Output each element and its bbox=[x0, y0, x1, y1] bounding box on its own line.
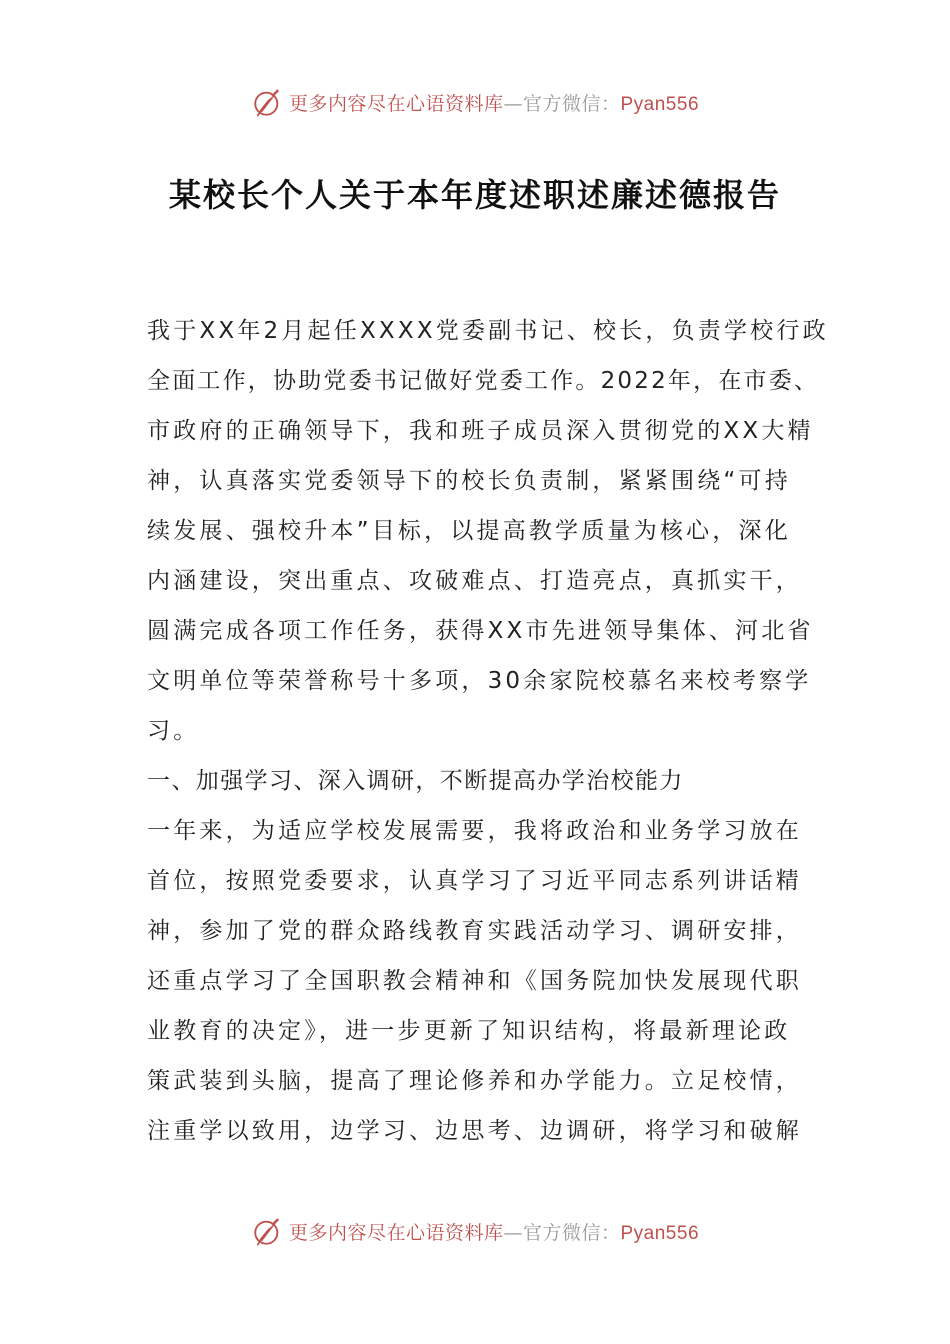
watermark-wechat-id: Pyan556 bbox=[620, 93, 700, 115]
watermark-brand: 更多内容尽在心语资料库 bbox=[288, 1221, 504, 1244]
quill-pen-circle-icon bbox=[251, 1214, 285, 1248]
document-title: 某校长个人关于本年度述职述廉述德报告 bbox=[168, 176, 781, 214]
watermark-brand: 更多内容尽在心语资料库 bbox=[288, 92, 504, 115]
watermark-label: 官方微信： bbox=[522, 92, 621, 115]
document-body bbox=[147, 306, 827, 1156]
body-line: 注重学以致用，边学习、边思考、边调研，将学习和破解 bbox=[147, 1118, 802, 1144]
watermark-text bbox=[289, 1218, 699, 1245]
body-line: 业教育的决定》，进一步更新了知识结构，将最新理论政 bbox=[147, 1018, 791, 1044]
body-line: 圆满完成各项工作任务，获得XX市先进领导集体、河北省 bbox=[147, 618, 814, 644]
body-line: 续发展、强校升本”目标，以提高教学质量为核心，深化 bbox=[147, 518, 791, 544]
body-line: 神，参加了党的群众路线教育实践活动学习、调研安排， bbox=[147, 918, 802, 944]
body-line: 策武装到头脑，提高了理论修养和办学能力。立足校情， bbox=[147, 1068, 802, 1094]
body-line: 一年来，为适应学校发展需要，我将政治和业务学习放在 bbox=[147, 818, 802, 844]
footer-watermark bbox=[0, 1209, 950, 1253]
body-line: 市政府的正确领导下，我和班子成员深入贯彻党的XX大精 bbox=[147, 418, 814, 444]
quill-pen-circle-icon bbox=[251, 85, 285, 119]
body-line: 还重点学习了全国职教会精神和《国务院加快发展现代职 bbox=[147, 968, 802, 994]
section-heading: 一、加强学习、深入调研，不断提高办学治校能力 bbox=[147, 768, 684, 794]
body-line: 我于XX年2月起任XXXX党委副书记、校长，负责学校行政 bbox=[147, 318, 829, 344]
body-line: 全面工作，协助党委书记做好党委工作。2022年，在市委、 bbox=[147, 368, 820, 394]
body-line: 神，认真落实党委领导下的校长负责制，紧紧围绕“可持 bbox=[147, 468, 791, 494]
body-line: 文明单位等荣誉称号十多项，30余家院校慕名来校考察学 bbox=[147, 668, 812, 694]
watermark-wechat-id: Pyan556 bbox=[620, 1222, 700, 1244]
body-line: 首位，按照党委要求，认真学习了习近平同志系列讲话精 bbox=[147, 868, 802, 894]
body-line: 习。 bbox=[147, 718, 200, 744]
watermark-label: 官方微信： bbox=[522, 1221, 621, 1244]
watermark-dash: — bbox=[503, 92, 523, 115]
watermark-text bbox=[289, 89, 699, 116]
header-watermark bbox=[0, 80, 950, 124]
body-line: 内涵建设，突出重点、攻破难点、打造亮点，真抓实干， bbox=[147, 568, 802, 594]
watermark-dash: — bbox=[503, 1221, 523, 1244]
